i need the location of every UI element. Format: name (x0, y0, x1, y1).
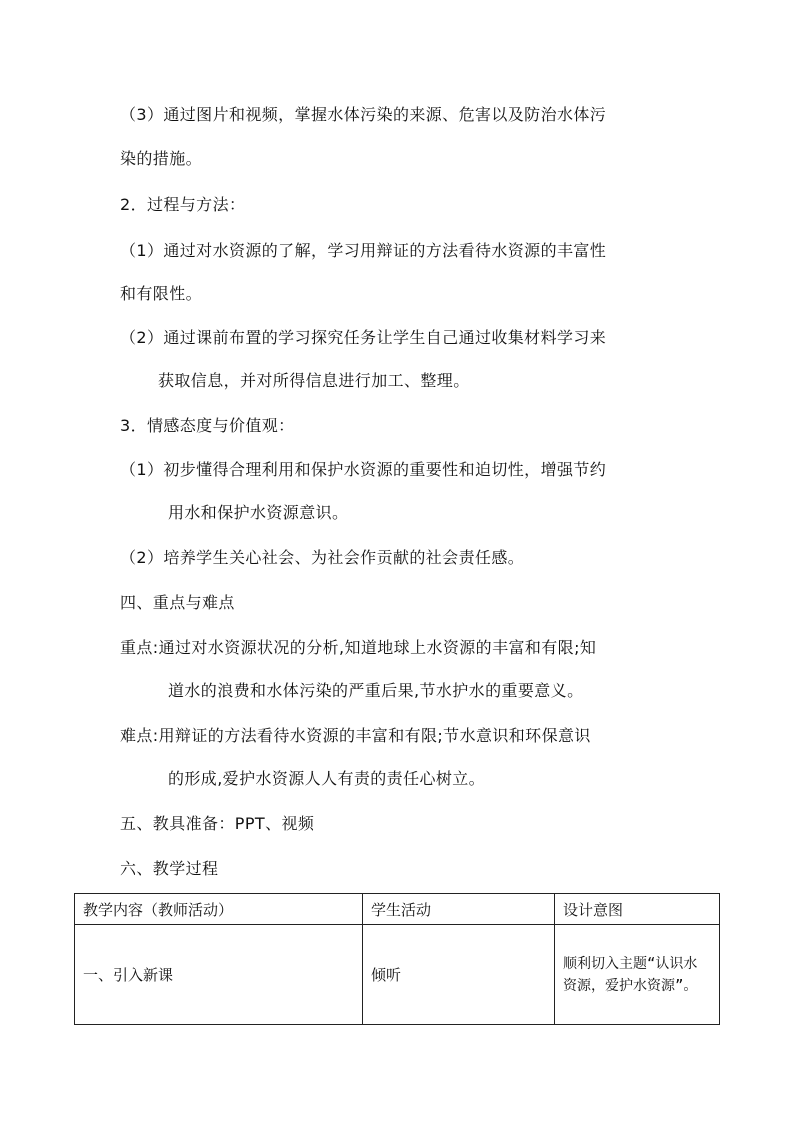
header-design-intent: 设计意图 (555, 894, 720, 925)
knowledge-item-3-line2: 染的措施。 (120, 149, 203, 168)
cell-design-intent: 顺利切入主题“认识水资源，爱护水资源”。 (555, 925, 720, 1025)
cell-student-activity: 倾听 (363, 925, 555, 1025)
process-item-2-line1: （2）通过课前布置的学习探究任务让学生自己通过收集材料学习来 (120, 328, 607, 347)
process-item-2-line2: 获取信息，并对所得信息进行加工、整理。 (158, 371, 470, 390)
emotion-item-2: （2）培养学生关心社会、为社会作贡献的社会责任感。 (120, 548, 525, 567)
materials-line: 五、教具准备：PPT、视频 (120, 814, 315, 833)
emotion-values-heading: 3．情感态度与价值观： (120, 416, 295, 435)
teaching-process-heading: 六、教学过程 (120, 859, 219, 878)
difficulty-line2: 的形成,爱护水资源人人有责的责任心树立。 (168, 769, 486, 788)
emotion-item-1-line2: 用水和保护水资源意识。 (168, 503, 349, 522)
cell-teaching-content: 一、引入新课 (75, 925, 363, 1025)
table-row (75, 925, 720, 1025)
process-item-1-line1: （1）通过对水资源的了解，学习用辩证的方法看待水资源的丰富性 (120, 241, 607, 260)
focus-line2: 道水的浪费和水体污染的严重后果,节水护水的重要意义。 (168, 681, 584, 700)
teaching-process-table (74, 893, 720, 1025)
header-teaching-content: 教学内容（教师活动） (75, 894, 363, 925)
knowledge-item-3-line1: （3）通过图片和视频，掌握水体污染的来源、危害以及防治水体污 (120, 105, 607, 124)
process-methods-heading: 2．过程与方法： (120, 195, 246, 214)
focus-line1: 重点:通过对水资源状况的分析,知道地球上水资源的丰富和有限;知 (120, 638, 597, 657)
emotion-item-1-line1: （1）初步懂得合理利用和保护水资源的重要性和迫切性，增强节约 (120, 460, 607, 479)
difficulty-line1: 难点:用辩证的方法看待水资源的丰富和有限;节水意识和环保意识 (120, 726, 591, 745)
header-student-activity: 学生活动 (363, 894, 555, 925)
table-header-row (75, 894, 720, 925)
process-item-1-line2: 和有限性。 (120, 284, 203, 303)
key-points-heading: 四、重点与难点 (120, 593, 235, 612)
